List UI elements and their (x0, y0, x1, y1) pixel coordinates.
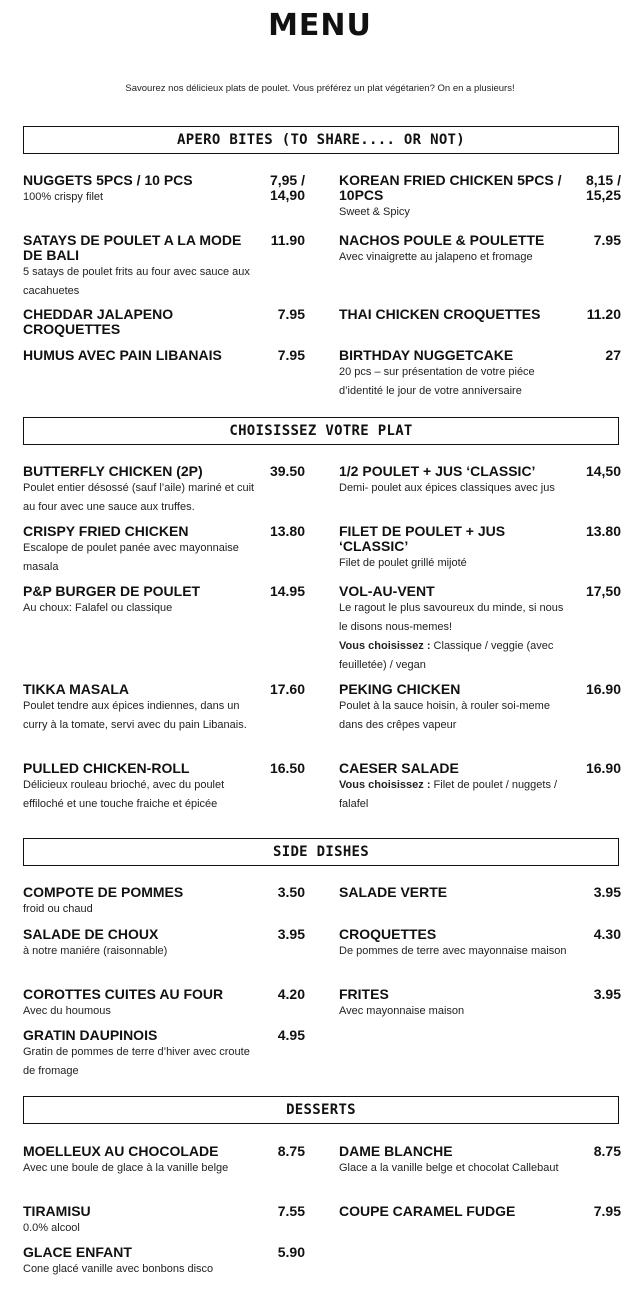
menu-item (23, 1245, 305, 1279)
menu-item (23, 1028, 305, 1081)
item-description: Délicieux rouleau brioché, avec du poulet effiloché et une touche fraiche et épicée (23, 779, 225, 810)
item-name: SALADE DE CHOUX (23, 926, 159, 942)
item-name: GLACE ENFANT (23, 1244, 132, 1260)
item-description: 5 satays de poulet frits au four avec sauce aux cacahuetes (23, 266, 250, 297)
item-name: HUMUS AVEC PAIN LIBANAIS (23, 347, 222, 363)
menu-item (339, 348, 621, 401)
menu-item (23, 464, 305, 517)
page-subtitle: Savourez nos délicieux plats de poulet. Vous préférez un plat végétarien? On en a plusieurs! (125, 83, 515, 94)
item-name: NACHOS POULE & POULETTE (339, 232, 545, 248)
choice-label: Vous choisissez : (339, 779, 431, 791)
menu-item (23, 927, 305, 961)
item-name: CHEDDAR JALAPENO CROQUETTES (23, 306, 174, 337)
menu-item (339, 584, 621, 675)
menu-item (23, 584, 305, 618)
menu-item (23, 173, 305, 207)
item-name: GRATIN DAUPINOIS (23, 1027, 158, 1043)
menu-item (339, 927, 621, 961)
item-name: CRISPY FRIED CHICKEN (23, 523, 189, 539)
item-name: KOREAN FRIED CHICKEN 5PCS / 10PCS (339, 172, 562, 203)
item-choice (339, 637, 571, 675)
section-heading-plats: CHOISISSEZ VOTRE PLAT (23, 417, 619, 445)
section-heading-apero: APERO BITES (TO SHARE.... OR NOT) (23, 126, 619, 154)
menu-item (23, 233, 305, 301)
item-name: SALADE VERTE (339, 884, 448, 900)
menu-item (23, 987, 305, 1021)
item-price: 3.95 (277, 926, 305, 942)
menu-item (23, 761, 305, 814)
item-description: Avec mayonnaise maison (339, 1005, 465, 1017)
item-name: CAESER SALADE (339, 760, 459, 776)
page-title: MENU (268, 8, 372, 43)
item-description: De pommes de terre avec mayonnaise maison (339, 945, 567, 957)
item-price: 4.95 (277, 1027, 305, 1043)
item-description: Demi- poulet aux épices classiques avec jus (339, 482, 555, 494)
item-name: BIRTHDAY NUGGETCAKE (339, 347, 514, 363)
item-price: 3.95 (593, 884, 621, 900)
item-name: NUGGETS 5PCS / 10 PCS (23, 172, 193, 188)
menu-item (23, 682, 305, 735)
item-description: Avec du houmous (23, 1005, 111, 1017)
menu-item (23, 307, 305, 337)
item-name: VOL-AU-VENT (339, 583, 435, 599)
item-name: DAME BLANCHE (339, 1143, 453, 1159)
item-price: 16.90 (585, 681, 621, 697)
item-price: 4.30 (593, 926, 621, 942)
item-name: COROTTES CUITES AU FOUR (23, 986, 224, 1002)
item-description: 0.0% alcool (23, 1222, 80, 1234)
item-description: à notre maniére (raisonnable) (23, 945, 168, 957)
item-description: Poulet tendre aux épices indiennes, dans un curry à la tomate, servi avec du pain Libanais. (23, 700, 247, 731)
item-name: 1/2 POULET + JUS ‘CLASSIC’ (339, 463, 536, 479)
menu-item (23, 524, 305, 577)
item-description: Avec vinaigrette au jalapeno et fromage (339, 251, 533, 263)
item-price: 8.75 (277, 1143, 305, 1159)
item-price: 3.50 (277, 884, 305, 900)
item-name: TIKKA MASALA (23, 681, 130, 697)
item-price: 13.80 (585, 523, 621, 539)
choice-text: Classique / veggie (avec feuilletée) / vegan (339, 640, 554, 671)
item-name: PEKING CHICKEN (339, 681, 461, 697)
section-heading-sides: SIDE DISHES (23, 838, 619, 866)
item-price: 39.50 (269, 463, 305, 479)
menu-item (339, 1204, 621, 1219)
item-description: Poulet à la sauce hoisin, à rouler soi-meme dans des crêpes vapeur (339, 700, 550, 731)
item-name: PULLED CHICKEN-ROLL (23, 760, 190, 776)
menu-item (339, 987, 621, 1021)
choice-label: Vous choisissez : (339, 640, 431, 652)
item-price: 16.90 (585, 760, 621, 776)
item-description: froid ou chaud (23, 903, 93, 915)
item-description: 100% crispy filet (23, 191, 104, 203)
item-description: Escalope de poulet panée avec mayonnaise masala (23, 542, 239, 573)
item-name: CROQUETTES (339, 926, 437, 942)
item-description: Poulet entier désossé (sauf l’aile) mariné et cuit au four avec une sauce aux truffes. (23, 482, 255, 513)
menu-item (23, 1204, 305, 1238)
item-price: 7.95 (277, 347, 305, 363)
item-name: FILET DE POULET + JUS ‘CLASSIC’ (339, 523, 506, 554)
menu-item (339, 524, 621, 573)
menu-item (339, 233, 621, 267)
menu-item (23, 348, 305, 363)
item-price: 5.90 (277, 1244, 305, 1260)
choice-text: Filet de poulet / nuggets / falafel (339, 779, 558, 810)
item-name: SATAYS DE POULET A LA MODE DE BALI (23, 232, 242, 263)
item-price: 11.20 (586, 306, 621, 322)
menu-item (339, 173, 621, 222)
menu-item (339, 682, 621, 735)
item-price: 7.55 (277, 1203, 305, 1219)
menu-item (339, 464, 621, 498)
menu-item (339, 1144, 621, 1178)
item-price: 4.20 (277, 986, 305, 1002)
item-description: 20 pcs – sur présentation de votre piéce d’identité le jour de votre anniversaire (339, 366, 535, 397)
item-description: Sweet & Spicy (339, 206, 410, 218)
item-price: 3.95 (593, 986, 621, 1002)
item-price: 7,95 / 14,90 (269, 172, 305, 203)
item-price: 27 (605, 347, 621, 363)
item-price: 14.95 (269, 583, 305, 599)
item-description: Glace a la vanille belge et chocolat Callebaut (339, 1162, 559, 1174)
menu-item (339, 761, 621, 814)
item-name: P&P BURGER DE POULET (23, 583, 201, 599)
item-price: 7.95 (277, 306, 305, 322)
item-price: 13.80 (269, 523, 305, 539)
item-price: 8.75 (593, 1143, 621, 1159)
item-choice (339, 776, 571, 814)
item-description: Au choux: Falafel ou classique (23, 602, 173, 614)
item-description: Gratin de pommes de terre d’hiver avec croute de fromage (23, 1046, 250, 1077)
menu-item (339, 885, 621, 900)
menu-item (23, 885, 305, 919)
item-price: 7.95 (593, 1203, 621, 1219)
item-price: 7.95 (593, 232, 621, 248)
item-price: 14,50 (585, 463, 621, 479)
item-name: COMPOTE DE POMMES (23, 884, 184, 900)
item-name: THAI CHICKEN CROQUETTES (339, 306, 541, 322)
menu-item (339, 307, 621, 322)
section-heading-desserts: DESSERTS (23, 1096, 619, 1124)
item-description: Avec une boule de glace à la vanille belge (23, 1162, 229, 1174)
item-price: 16.50 (269, 760, 305, 776)
item-price: 17,50 (585, 583, 621, 599)
item-description: Cone glacé vanille avec bonbons disco (23, 1263, 214, 1275)
menu-item (23, 1144, 305, 1178)
item-price: 17.60 (269, 681, 305, 697)
item-name: COUPE CARAMEL FUDGE (339, 1203, 516, 1219)
item-price: 11.90 (270, 232, 305, 248)
item-name: MOELLEUX AU CHOCOLADE (23, 1143, 219, 1159)
item-name: BUTTERFLY CHICKEN (2P) (23, 463, 203, 479)
item-name: TIRAMISU (23, 1203, 91, 1219)
item-name: FRITES (339, 986, 389, 1002)
item-price: 8,15 / 15,25 (585, 172, 621, 203)
item-description: Filet de poulet grillé mijoté (339, 557, 467, 569)
item-description: Le ragout le plus savoureux du minde, si nous le disons nous-memes! (339, 602, 564, 633)
